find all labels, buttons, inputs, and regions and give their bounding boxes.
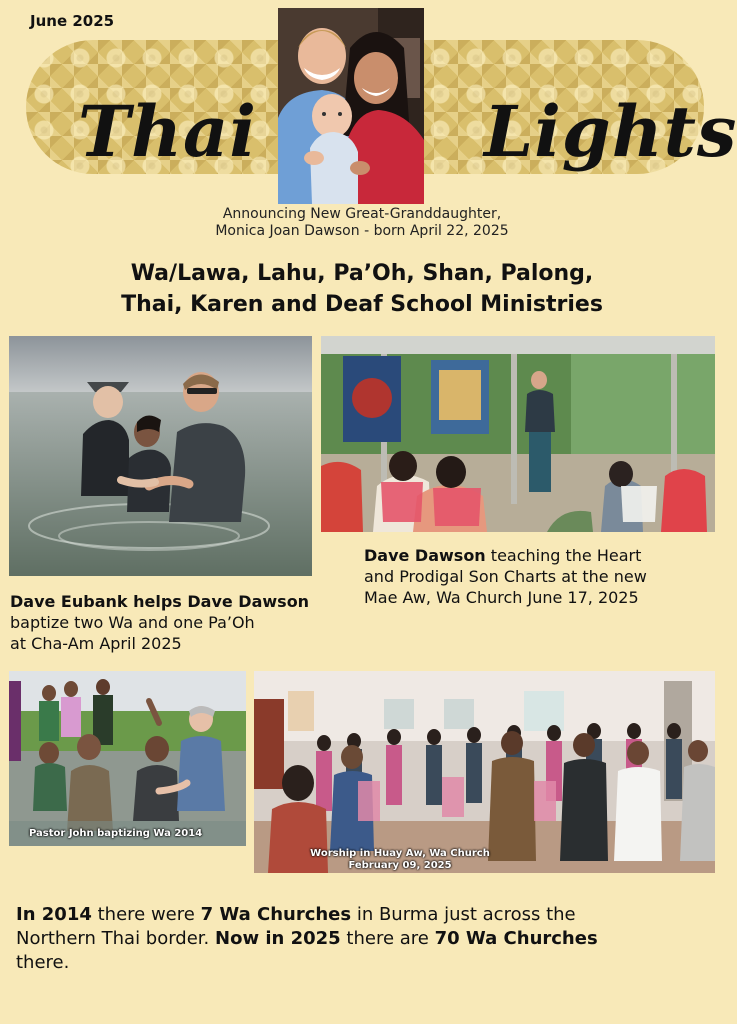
- baptism-caption: [10, 591, 340, 654]
- teaching-caption-line-3: Mae Aw, Wa Church June 17, 2025: [364, 588, 639, 607]
- announcement-line-2: Monica Joan Dawson - born April 22, 2025: [215, 223, 509, 239]
- summary-text-4: there are: [340, 928, 435, 949]
- baptism-sea-photo: [9, 336, 312, 576]
- teaching-caption-line-2: and Prodigal Son Charts at the new: [364, 567, 647, 586]
- issue-date: June 2025: [30, 12, 115, 30]
- teaching-caption-name: Dave Dawson: [364, 546, 486, 565]
- teaching-caption-line-1: teaching the Heart: [485, 546, 642, 565]
- summary-text-3: Northern Thai border.: [16, 928, 216, 949]
- birth-announcement: [0, 206, 724, 240]
- summary-text-1: there were: [91, 904, 201, 925]
- baptism-caption-line-3: at Cha-Am April 2025: [10, 634, 182, 653]
- pastor-baptizing-photo: [9, 671, 246, 846]
- worship-huay-aw-photo: [254, 671, 715, 873]
- headline-line-1: Wa/Lawa, Lahu, Pa’Oh, Shan, Palong,: [130, 261, 594, 286]
- headline-line-2: Thai, Karen and Deaf School Ministries: [121, 292, 603, 317]
- banner-title-right: Lights: [484, 90, 737, 173]
- banner-title-left: Thai: [78, 90, 257, 173]
- summary-text-5: there.: [16, 952, 70, 973]
- baptism-caption-name: Dave Eubank helps Dave Dawson: [10, 592, 310, 611]
- teaching-charts-photo: [321, 336, 715, 532]
- church-growth-summary: [16, 903, 696, 975]
- ministries-headline: [0, 258, 724, 320]
- summary-text-2: in Burma just across the: [351, 904, 576, 925]
- summary-2014-count: 7 Wa Churches: [200, 904, 352, 925]
- pastor-baptizing-overlay: Pastor John baptizing Wa 2014: [29, 828, 203, 839]
- summary-2025-count: 70 Wa Churches: [434, 928, 598, 949]
- worship-overlay: [310, 848, 490, 872]
- summary-2014-label: In 2014: [16, 904, 92, 925]
- baptism-caption-line-2: baptize two Wa and one Pa’Oh: [10, 613, 255, 632]
- family-photo: [278, 8, 424, 204]
- summary-2025-label: Now in 2025: [215, 928, 341, 949]
- announcement-line-1: Announcing New Great-Granddaughter,: [222, 206, 502, 222]
- worship-overlay-line-2: February 09, 2025: [348, 860, 452, 871]
- teaching-caption: [364, 545, 704, 608]
- worship-overlay-line-1: Worship in Huay Aw, Wa Church: [310, 848, 490, 859]
